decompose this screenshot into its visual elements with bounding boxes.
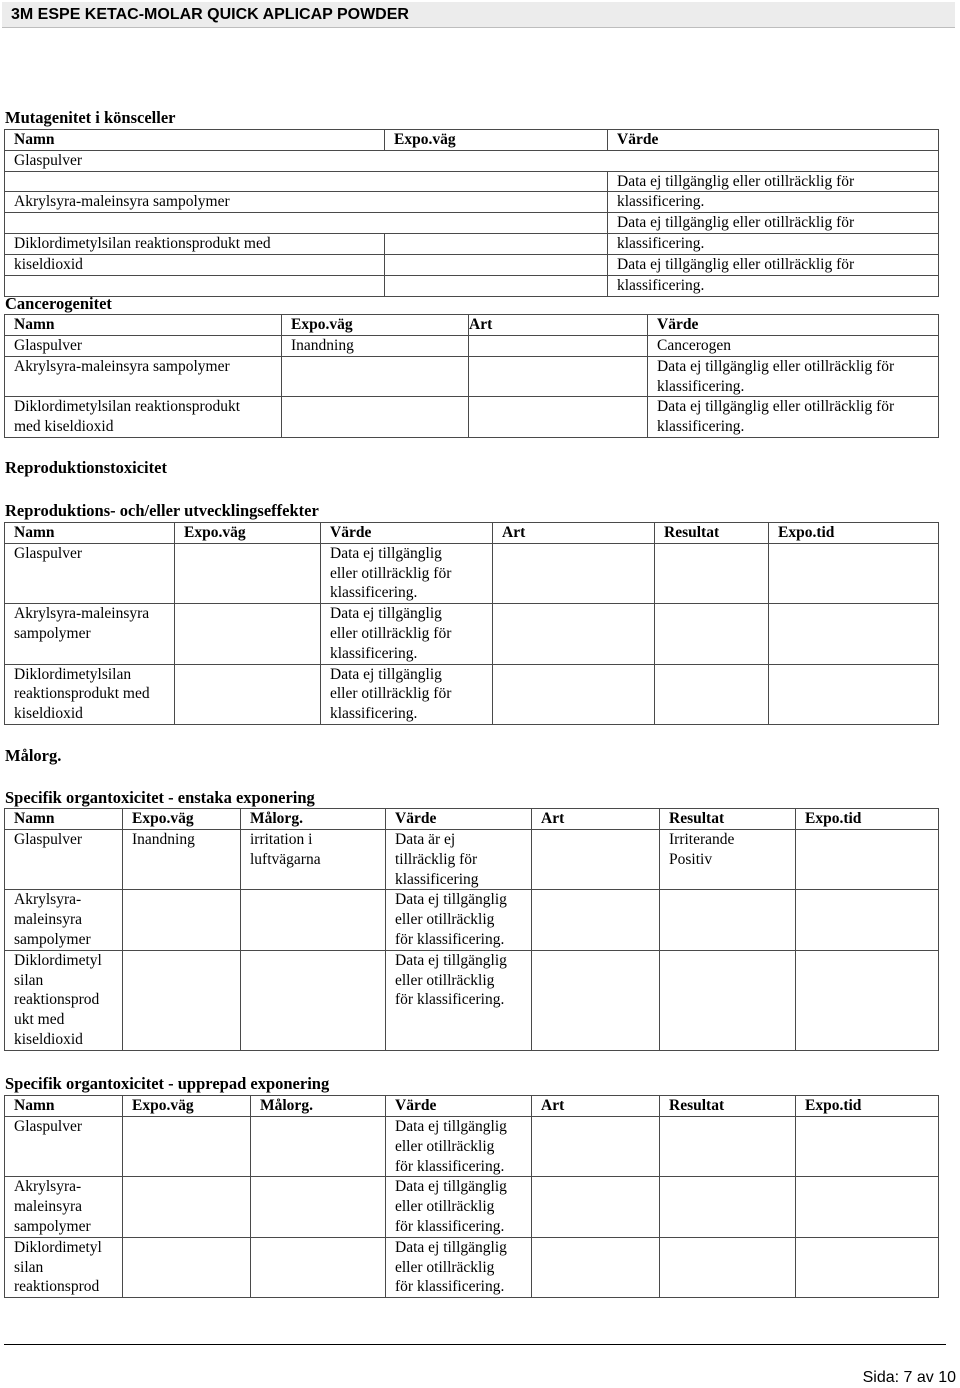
table-cell (123, 1237, 251, 1297)
table-cell (769, 604, 939, 664)
section-heading-cancerogenitet: Cancerogenitet (5, 294, 112, 313)
table-cell (660, 1237, 796, 1297)
table-cell (385, 254, 608, 275)
table-row (5, 1117, 939, 1177)
cell-line: klassificering (395, 870, 479, 888)
cell-line: för klassificering. (395, 1157, 505, 1175)
table-cell: Data ej tillgänglig eller otillräcklig för (608, 171, 939, 192)
table-cell: Inandning (282, 336, 469, 357)
cell-line: maleinsyra (14, 911, 83, 929)
cell-line: klassificering. (657, 418, 745, 436)
cell-line: eller otillräcklig för (330, 564, 452, 582)
document-title: 3M ESPE KETAC-MOLAR QUICK APLICAP POWDER (2, 2, 955, 28)
cell-line: för klassificering. (395, 930, 505, 948)
cell-line: Akrylsyra- (14, 1178, 82, 1196)
table-cell (251, 1237, 386, 1297)
cell-line: luftvägarna (250, 850, 321, 868)
table-cell (769, 664, 939, 724)
cell-line: Diklordimetyl (14, 951, 102, 969)
column-header-art-label: Art (469, 316, 493, 333)
page-number: Sida: 7 av 10 (862, 1369, 956, 1386)
table-cell (469, 336, 648, 357)
cell-line: Data ej tillgänglig (395, 1178, 507, 1196)
column-header-varde: Värde (386, 1096, 532, 1117)
column-header-namn: Namn (5, 315, 282, 336)
table-cell (5, 1237, 123, 1297)
column-header-expo-vag: Expo.väg (385, 130, 608, 151)
table-cell (532, 1177, 660, 1237)
cell-line: för klassificering. (395, 991, 505, 1009)
table-cell (386, 1117, 532, 1177)
section-heading-malorg: Målorg. (5, 746, 62, 765)
table-cell (5, 1177, 123, 1237)
table-cell: klassificering. (608, 192, 939, 213)
cell-line: Data är ej (395, 831, 456, 848)
column-header-expo-vag: Expo.väg (175, 523, 321, 544)
table-cell (655, 604, 769, 664)
cell-line: för klassificering. (395, 1278, 505, 1296)
table-cell (5, 890, 123, 950)
cell-line: reaktionsprod (14, 991, 100, 1009)
cell-line: eller otillräcklig (395, 1258, 495, 1276)
section-heading-stot-upprepad: Specifik organtoxicitet - upprepad exponering (5, 1074, 330, 1093)
stot-upprepad-table (4, 1095, 939, 1298)
table-cell (493, 543, 655, 603)
cell-line: Data ej tillgänglig (395, 1238, 507, 1256)
table-cell (241, 830, 386, 890)
table-cell (5, 397, 282, 438)
cell-line: reaktionsprod (14, 1278, 100, 1296)
table-cell (5, 171, 608, 192)
table-cell: Data ej tillgänglig eller otillräcklig för (608, 254, 939, 275)
stot-enstaka-table (4, 808, 939, 1051)
cell-line: med kiseldioxid (14, 418, 114, 436)
table-row (5, 356, 939, 397)
table-cell (385, 275, 608, 296)
cell-line: Data ej tillgänglig (395, 1118, 507, 1135)
table-row (5, 192, 939, 213)
table-cell (123, 890, 241, 950)
table-cell (655, 543, 769, 603)
table-cell (660, 830, 796, 890)
table-row (5, 171, 939, 192)
cell-line: för klassificering. (395, 1217, 505, 1235)
section-heading-mutagenitet: Mutagenitet i könsceller (5, 108, 176, 127)
cell-line: klassificering. (657, 377, 745, 395)
cancerogenitet-table (4, 314, 939, 438)
section-heading-reproduktionstoxicitet: Reproduktionstoxicitet (5, 458, 167, 477)
cell-line: Data ej tillgänglig eller otillräcklig för (657, 357, 895, 375)
table-header-row (5, 315, 939, 336)
table-row (5, 150, 939, 171)
table-cell (123, 1177, 251, 1237)
cell-line: Irriterande (669, 831, 735, 848)
table-cell (5, 275, 385, 296)
table-cell (493, 604, 655, 664)
cell-line: tillräcklig för (395, 850, 478, 868)
table-cell: Glaspulver (5, 830, 123, 890)
cell-line: Data ej tillgänglig eller otillräcklig för (657, 398, 895, 416)
table-cell: Cancerogen (648, 336, 939, 357)
column-header-art: Art (532, 1096, 660, 1117)
table-row (5, 830, 939, 890)
column-header-varde: Värde (386, 809, 532, 830)
table-cell (175, 543, 321, 603)
table-cell (769, 543, 939, 603)
table-cell (5, 664, 175, 724)
cell-line: kiseldioxid (14, 1030, 83, 1048)
cell-line: klassificering. (330, 584, 418, 602)
table-cell (532, 950, 660, 1050)
table-cell (241, 890, 386, 950)
table-cell (796, 1117, 939, 1177)
table-cell (386, 890, 532, 950)
table-row (5, 397, 939, 438)
table-row (5, 1177, 939, 1237)
column-header-expo-vag: Expo.väg (123, 1096, 251, 1117)
column-header-namn: Namn (5, 130, 385, 151)
cell-line: eller otillräcklig (395, 971, 495, 989)
table-cell (660, 950, 796, 1050)
table-cell (532, 1237, 660, 1297)
section-heading-stot-enstaka: Specifik organtoxicitet - enstaka exponering (5, 788, 315, 807)
table-header-row (5, 130, 939, 151)
cell-line: Positiv (669, 850, 713, 868)
table-cell (321, 543, 493, 603)
table-cell (386, 830, 532, 890)
footer-divider (4, 1344, 946, 1345)
table-cell: Diklordimetylsilan reaktionsprodukt med (5, 233, 385, 254)
table-header-row (5, 1096, 939, 1117)
table-cell (660, 1117, 796, 1177)
table-cell: klassificering. (608, 275, 939, 296)
cell-line: reaktionsprodukt med (14, 685, 150, 703)
column-header-expo-vag: Expo.väg (282, 315, 469, 336)
table-row (5, 336, 939, 357)
table-cell (282, 356, 469, 397)
table-cell (5, 950, 123, 1050)
table-cell (532, 890, 660, 950)
table-cell (123, 950, 241, 1050)
table-cell (796, 950, 939, 1050)
cell-line: sampolymer (14, 930, 91, 948)
table-cell (5, 604, 175, 664)
table-cell (175, 604, 321, 664)
table-cell: Akrylsyra-maleinsyra sampolymer (5, 356, 282, 397)
cell-line: kiseldioxid (14, 705, 83, 723)
table-cell (5, 213, 608, 234)
table-cell: Inandning (123, 830, 241, 890)
cell-line: eller otillräcklig (395, 1198, 495, 1216)
cell-line: eller otillräcklig för (330, 624, 452, 642)
table-row (5, 275, 939, 296)
column-header-malorg: Målorg. (251, 1096, 386, 1117)
cell-line: Data ej tillgänglig (330, 605, 442, 623)
table-cell (796, 1177, 939, 1237)
table-row (5, 254, 939, 275)
table-cell (241, 950, 386, 1050)
table-row (5, 604, 939, 664)
table-cell (321, 664, 493, 724)
table-row (5, 213, 939, 234)
column-header-varde: Värde (321, 523, 493, 544)
table-header-row (5, 523, 939, 544)
column-header-resultat: Resultat (660, 1096, 796, 1117)
column-header-resultat: Resultat (655, 523, 769, 544)
cell-line: Data ej tillgänglig (330, 665, 442, 683)
table-row (5, 950, 939, 1050)
cell-line: klassificering. (330, 644, 418, 662)
column-header-expo-vag: Expo.väg (123, 809, 241, 830)
cell-line: Data ej tillgänglig (395, 951, 507, 969)
column-header-expo-tid: Expo.tid (796, 809, 939, 830)
table-cell (796, 890, 939, 950)
table-cell (796, 1237, 939, 1297)
table-row (5, 1237, 939, 1297)
table-cell: Glaspulver (5, 336, 282, 357)
cell-line: eller otillräcklig (395, 911, 495, 929)
table-cell (123, 1117, 251, 1177)
cell-line: Diklordimetylsilan reaktionsprodukt (14, 398, 241, 416)
cell-line: maleinsyra (14, 1198, 83, 1216)
column-header-resultat: Resultat (660, 809, 796, 830)
table-cell (493, 664, 655, 724)
section-heading-reproduktions-effekter: Reproduktions- och/eller utvecklingseffekter (5, 501, 319, 520)
table-row (5, 233, 939, 254)
table-cell (532, 830, 660, 890)
table-cell (385, 233, 608, 254)
cell-line: Data ej tillgänglig (330, 544, 442, 562)
table-cell (532, 1117, 660, 1177)
table-row (5, 890, 939, 950)
column-header-namn: Namn (5, 809, 123, 830)
cell-line: Akrylsyra-maleinsyra (14, 605, 150, 623)
table-cell (251, 1117, 386, 1177)
column-header-art: Art (493, 523, 655, 544)
cell-line: irritation i (250, 831, 313, 848)
cell-line: silan (14, 971, 44, 989)
table-cell: Akrylsyra-maleinsyra sampolymer (5, 192, 608, 213)
table-cell (648, 397, 939, 438)
cell-line: sampolymer (14, 1217, 91, 1235)
table-row (5, 664, 939, 724)
table-cell (386, 950, 532, 1050)
reproduktion-table (4, 522, 939, 725)
cell-line: Diklordimetyl (14, 1238, 102, 1256)
column-header-art: Art (532, 809, 660, 830)
column-header-art (469, 315, 648, 336)
table-cell (796, 830, 939, 890)
cell-line: ukt med (14, 1011, 65, 1029)
cell-line: silan (14, 1258, 44, 1276)
table-cell (469, 397, 648, 438)
column-header-malorg: Målorg. (241, 809, 386, 830)
table-row (5, 543, 939, 603)
table-cell (648, 356, 939, 397)
column-header-varde: Värde (648, 315, 939, 336)
table-cell (386, 1237, 532, 1297)
table-cell: klassificering. (608, 233, 939, 254)
table-header-row (5, 809, 939, 830)
column-header-namn: Namn (5, 1096, 123, 1117)
column-header-expo-tid: Expo.tid (796, 1096, 939, 1117)
table-cell (321, 604, 493, 664)
cell-line: Data ej tillgänglig (395, 891, 507, 909)
cell-line: eller otillräcklig (395, 1137, 495, 1155)
table-cell (469, 356, 648, 397)
cell-line: Akrylsyra- (14, 891, 82, 909)
table-cell (175, 664, 321, 724)
cell-line: klassificering. (330, 705, 418, 723)
table-cell (251, 1177, 386, 1237)
cell-line: sampolymer (14, 624, 91, 642)
table-cell (386, 1177, 532, 1237)
table-cell (282, 397, 469, 438)
table-cell: kiseldioxid (5, 254, 385, 275)
table-cell: Glaspulver (5, 1117, 123, 1177)
column-header-expo-tid: Expo.tid (769, 523, 939, 544)
cell-line: Diklordimetylsilan (14, 665, 132, 683)
table-cell (660, 1177, 796, 1237)
table-cell: Glaspulver (5, 543, 175, 603)
table-cell (660, 890, 796, 950)
table-cell: Glaspulver (5, 150, 939, 171)
table-cell (655, 664, 769, 724)
column-header-varde: Värde (608, 130, 939, 151)
table-cell: Data ej tillgänglig eller otillräcklig för (608, 213, 939, 234)
mutagenitet-table (4, 129, 939, 297)
column-header-namn: Namn (5, 523, 175, 544)
cell-line: eller otillräcklig för (330, 685, 452, 703)
